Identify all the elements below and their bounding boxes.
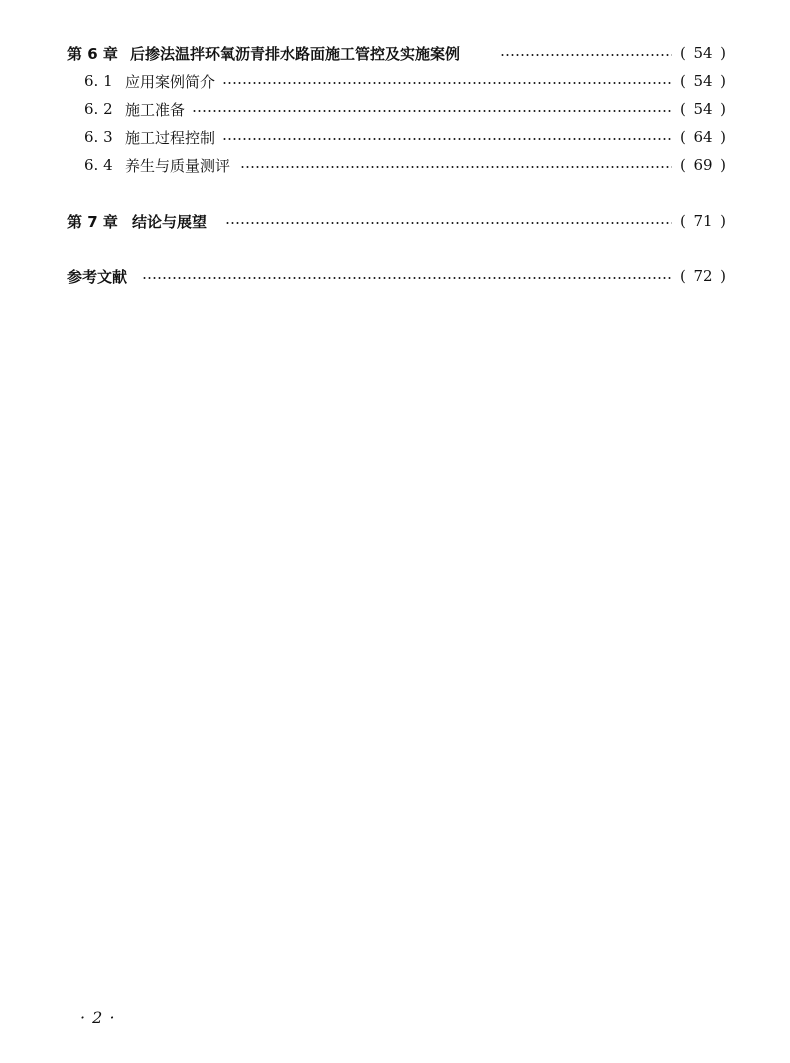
toc-chapter-6[interactable] (0, 41, 790, 65)
leader-dots (500, 54, 672, 56)
toc-title: 养生与质量测评 (125, 155, 234, 176)
paren-close: ) (720, 44, 726, 62)
paren-close: ) (720, 212, 726, 230)
leader-dots (225, 222, 672, 224)
leader-dots (240, 166, 672, 168)
paren-open: ( (680, 128, 686, 146)
toc-page-number: 69 (693, 156, 713, 174)
toc-number: 6. 3 (84, 128, 113, 146)
toc-number: 第 7 章 (67, 212, 118, 231)
toc-title: 施工准备 (125, 99, 189, 120)
paren-close: ) (720, 100, 726, 118)
paren-open: ( (680, 100, 686, 118)
toc-page (680, 72, 726, 90)
toc-references[interactable] (0, 264, 790, 288)
toc-page-number: 54 (693, 44, 713, 62)
toc-page-number: 64 (693, 128, 713, 146)
toc-page (680, 128, 726, 146)
page-number-footer: · 2 · (80, 1008, 116, 1027)
paren-close: ) (720, 128, 726, 146)
toc-section-6-2[interactable] (0, 97, 790, 121)
toc-number: 6. 4 (84, 156, 113, 174)
toc-number: 第 6 章 (67, 44, 118, 63)
leader-dots (192, 110, 672, 112)
toc-page-number: 54 (693, 100, 713, 118)
toc-chapter-7[interactable] (0, 209, 790, 233)
toc-page (680, 156, 726, 174)
paren-close: ) (720, 267, 726, 285)
toc-section-6-3[interactable] (0, 125, 790, 149)
toc-title: 应用案例简介 (125, 71, 219, 92)
toc-number: 6. 1 (84, 72, 113, 90)
toc-page (680, 100, 726, 118)
toc-page (680, 212, 726, 230)
paren-open: ( (680, 212, 686, 230)
toc-title: 施工过程控制 (125, 127, 219, 148)
toc-page-number: 71 (693, 212, 713, 230)
toc-page (680, 44, 726, 62)
leader-dots (222, 138, 672, 140)
leader-dots (142, 277, 672, 279)
toc-title: 参考文献 (67, 266, 131, 287)
toc-page-number: 54 (693, 72, 713, 90)
paren-open: ( (680, 267, 686, 285)
toc-page (680, 267, 726, 285)
paren-close: ) (720, 72, 726, 90)
paren-close: ) (720, 156, 726, 174)
toc-title: 后掺法温拌环氧沥青排水路面施工管控及实施案例 (130, 43, 464, 64)
leader-dots (222, 82, 672, 84)
toc-page-number: 72 (693, 267, 713, 285)
paren-open: ( (680, 44, 686, 62)
toc-title: 结论与展望 (132, 211, 211, 232)
toc-section-6-4[interactable] (0, 153, 790, 177)
toc-section-6-1[interactable] (0, 69, 790, 93)
toc-number: 6. 2 (84, 100, 113, 118)
paren-open: ( (680, 72, 686, 90)
paren-open: ( (680, 156, 686, 174)
